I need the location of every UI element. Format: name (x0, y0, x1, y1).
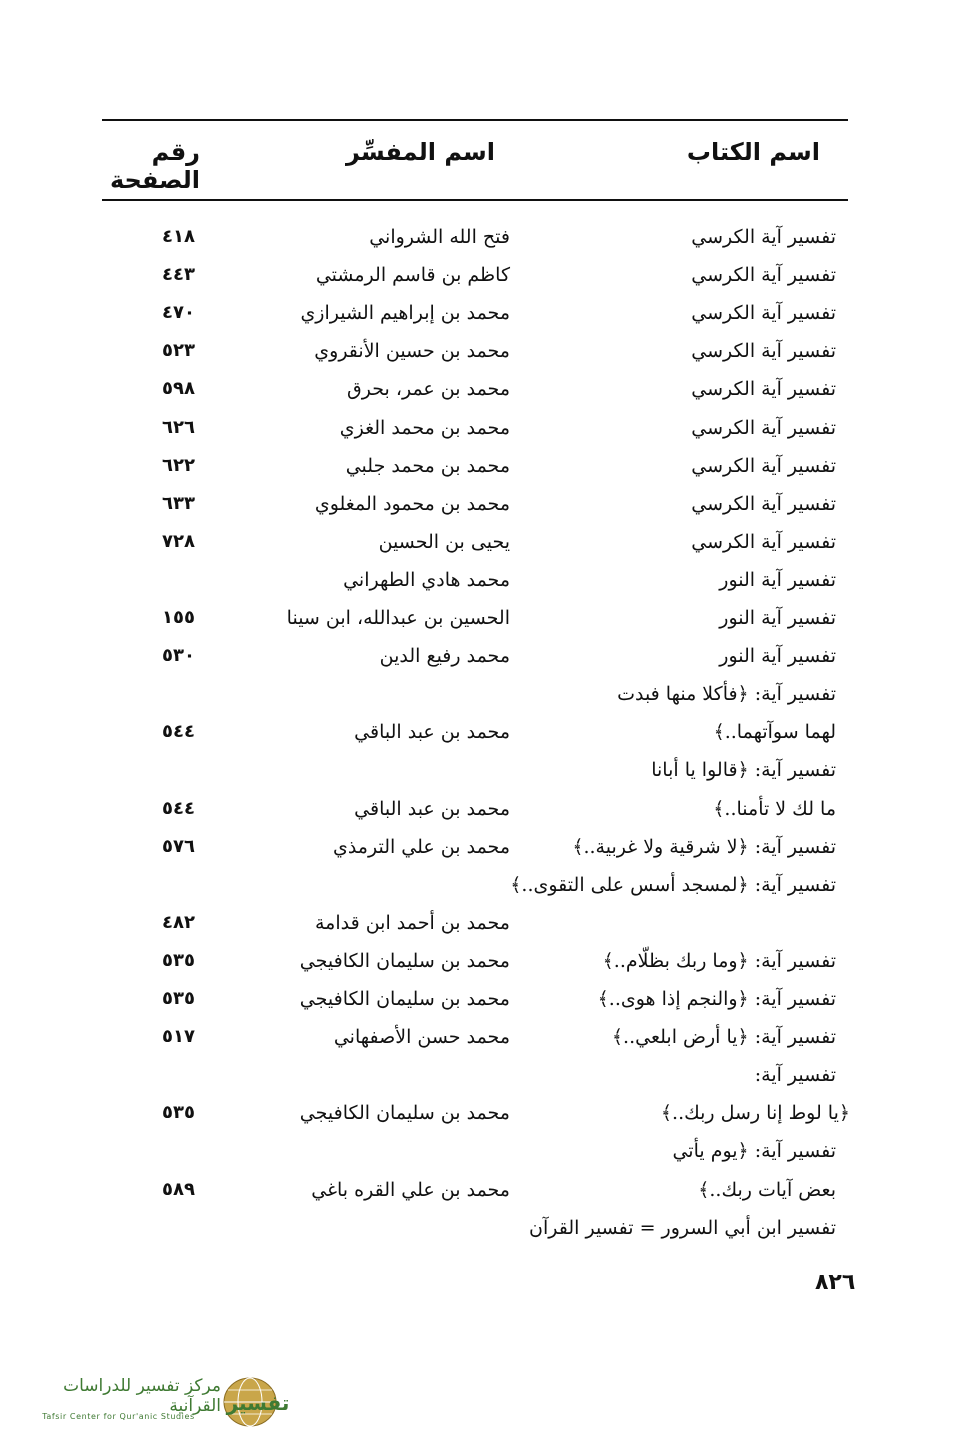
book-title: تفسير آية: ﴿وما ربك بظلّام..﴾ (602, 950, 836, 972)
logo-english-text: Tafsir Center for Qur'anic Studies (42, 1412, 195, 1421)
header-rule (102, 199, 848, 201)
book-title: تفسير آية الكرسي (691, 226, 836, 248)
page-ref: ٥٤٤ (162, 798, 195, 819)
table-row (90, 759, 850, 791)
book-title: تفسير آية: ﴿والنجم إذا هوى..﴾ (597, 988, 836, 1010)
page-ref: ٥٣٥ (162, 1102, 195, 1123)
column-header-book: اسم الكتاب (686, 138, 820, 166)
book-title: تفسير آية الكرسي (691, 264, 836, 286)
svg-text:تفسير: تفسير (226, 1391, 290, 1415)
table-row (90, 493, 850, 525)
table-header (90, 138, 850, 194)
page-number: ٨٢٦ (815, 1270, 856, 1295)
author-name: محمد بن علي القره باغي (311, 1179, 510, 1201)
page-ref: ٥٧٦ (162, 836, 195, 857)
author-name: محمد بن إبراهيم الشيرازي (300, 302, 510, 324)
table-row (90, 1026, 850, 1058)
page-ref: ٥٩٨ (162, 378, 195, 399)
author-name: محمد بن أحمد ابن قدامة (314, 912, 510, 934)
table-row (90, 988, 850, 1020)
author-name: الحسين بن عبدالله، ابن سينا (286, 607, 510, 629)
page-ref: ٦٢٦ (162, 417, 195, 438)
publisher-logo (16, 1372, 292, 1432)
table-row (90, 1179, 850, 1211)
table-row (90, 645, 850, 677)
table-row (90, 302, 850, 334)
book-title: تفسير آية: ﴿يا أرض ابلعي..﴾ (611, 1026, 836, 1048)
page-ref: ٤٤٣ (162, 264, 195, 285)
author-name: محمد هادي الطهراني (343, 569, 510, 591)
table-row (90, 874, 850, 906)
page-ref: ٥٣٥ (162, 950, 195, 971)
table-row (90, 531, 850, 563)
book-title: تفسير آية: ﴿لمسجد أسس على التقوى..﴾ (510, 874, 836, 896)
author-name: محمد بن حسين الأنقروي (314, 340, 510, 362)
page-ref: ٥٣٠ (162, 645, 195, 666)
logo-arabic-text: مركز تفسير للدراسات القرآنية (63, 1376, 221, 1416)
author-name: محمد بن سليمان الكافيجي (299, 988, 510, 1010)
table-row (90, 721, 850, 753)
author-name: محمد بن عبد الباقي (354, 721, 510, 743)
table-row (90, 264, 850, 296)
book-title: تفسير آية: ﴿لا شرقية ولا غربية..﴾ (572, 836, 836, 858)
book-title: تفسير آية الكرسي (691, 302, 836, 324)
table-row (90, 1217, 850, 1249)
table-row (90, 798, 850, 830)
author-name: محمد حسن الأصفهاني (333, 1026, 510, 1048)
table-row (90, 836, 850, 868)
table-row (90, 417, 850, 449)
table-row (90, 1140, 850, 1172)
book-title: تفسير آية الكرسي (691, 493, 836, 515)
book-title: تفسير آية الكرسي (691, 417, 836, 439)
book-title: تفسير آية: (754, 1064, 836, 1086)
book-title: تفسير آية النور (719, 569, 836, 591)
page-ref: ٥٢٣ (162, 340, 195, 361)
author-name: محمد بن علي الترمذي (332, 836, 510, 858)
author-name: محمد بن محمد جلبي (345, 455, 510, 477)
globe-logo-icon (218, 1372, 294, 1428)
author-name: فتح الله الشرواني (369, 226, 510, 248)
book-title: تفسير آية: ﴿فأكلا منها فبدت (617, 683, 836, 705)
author-name: يحيى بن الحسين (378, 531, 510, 553)
book-title: لهما سوآتهما..﴾ (713, 721, 836, 743)
book-title: تفسير آية الكرسي (691, 531, 836, 553)
author-name: محمد بن عمر، بحرق (347, 378, 510, 400)
page-ref: ٥٤٤ (162, 721, 195, 742)
column-header-author: اسم المفسِّر (346, 138, 495, 166)
page-ref: ٦٣٣ (162, 493, 195, 514)
book-title: تفسير آية: ﴿قالوا يا أبانا (651, 759, 836, 781)
book-title: تفسير ابن أبي السرور = تفسير القرآن (529, 1217, 836, 1239)
book-title: ﴿يا لوط إنا رسل ربك..﴾ (660, 1102, 850, 1124)
page-ref: ٤٨٢ (162, 912, 195, 933)
author-name: كاظم بن قاسم الرمشتي (315, 264, 510, 286)
table-row (90, 226, 850, 258)
table-row (90, 340, 850, 372)
page-ref: ٥٨٩ (162, 1179, 195, 1200)
author-name: محمد رفيع الدين (379, 645, 510, 667)
author-name: محمد بن سليمان الكافيجي (299, 950, 510, 972)
page-ref: ٤١٨ (162, 226, 195, 247)
book-title: تفسير آية: ﴿يوم يأتي (672, 1140, 836, 1162)
column-header-page: رقم الصفحة (109, 138, 200, 194)
page-ref: ٤٧٠ (162, 302, 195, 323)
book-title: بعض آيات ربك..﴾ (698, 1179, 836, 1201)
book-title: تفسير آية الكرسي (691, 455, 836, 477)
author-name: محمد بن محمود المغلوي (314, 493, 510, 515)
top-rule (102, 119, 848, 121)
book-title: تفسير آية الكرسي (691, 378, 836, 400)
page-ref: ١٥٥ (162, 607, 195, 628)
author-name: محمد بن محمد الغزي (339, 417, 510, 439)
table-row (90, 569, 850, 601)
table-row (90, 683, 850, 715)
table-row (90, 455, 850, 487)
table-row (90, 378, 850, 410)
table-row (90, 1064, 850, 1096)
book-title: ما لك لا تأمنا..﴾ (713, 798, 836, 820)
table-row (90, 912, 850, 944)
author-name: محمد بن سليمان الكافيجي (299, 1102, 510, 1124)
table-row (90, 1102, 850, 1134)
page-ref: ٧٢٨ (162, 531, 195, 552)
book-title: تفسير آية النور (719, 645, 836, 667)
page-ref: ٥٣٥ (162, 988, 195, 1009)
table-row (90, 950, 850, 982)
book-title: تفسير آية الكرسي (691, 340, 836, 362)
page-ref: ٥١٧ (162, 1026, 195, 1047)
author-name: محمد بن عبد الباقي (354, 798, 510, 820)
page-ref: ٦٢٢ (162, 455, 195, 476)
book-title: تفسير آية النور (719, 607, 836, 629)
table-row (90, 607, 850, 639)
